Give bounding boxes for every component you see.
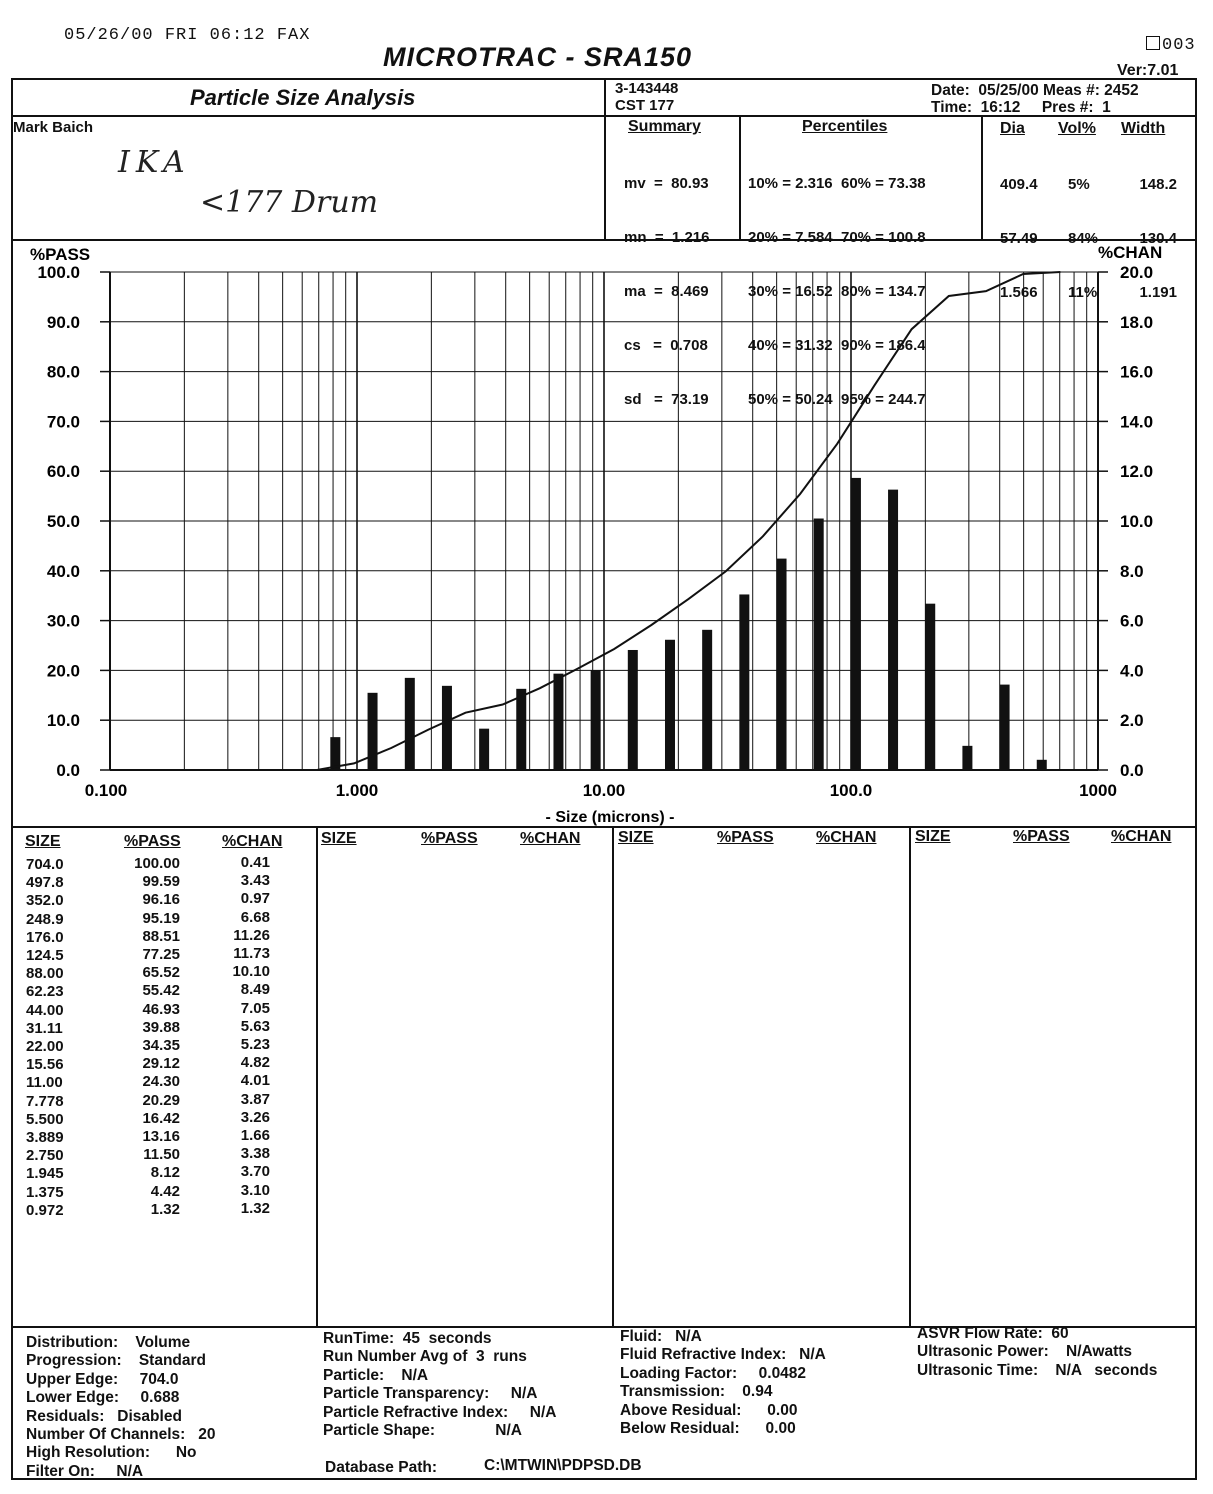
- x-axis-label: - Size (microns) -: [545, 809, 675, 826]
- x-tick-label: 1.000: [335, 781, 379, 800]
- checkbox-icon: [1146, 36, 1160, 50]
- table-cell-pass: 77.25: [142, 946, 180, 964]
- table-cell-pass: 100.00: [134, 855, 180, 872]
- table-cell-pass: 55.42: [142, 982, 180, 1000]
- peaks-header-vol: Vol%: [1058, 120, 1096, 137]
- peak-dia: 409.4: [1000, 176, 1038, 193]
- chan-bar: [330, 737, 340, 770]
- x-tick-label: 100.0: [829, 781, 873, 800]
- y-left-tick-label: 90.0: [46, 312, 80, 332]
- chan-bar: [1000, 685, 1010, 770]
- table-cell-size: 176.0: [26, 928, 64, 946]
- database-path: C:\MTWIN\PDPSD.DB: [484, 1457, 642, 1474]
- y-left-tick-label: 30.0: [46, 611, 80, 631]
- peaks-header-width: Width: [1121, 120, 1166, 137]
- peak-width: 148.2: [1139, 176, 1177, 193]
- report-title: MICROTRAC - SRA150: [383, 42, 693, 72]
- table-cell-pass: 4.42: [150, 1182, 180, 1200]
- table-cell-chan: 11.73: [233, 945, 270, 963]
- table-cell-size: 3.889: [26, 1129, 64, 1147]
- summary-row: mn = 1.216: [624, 229, 710, 246]
- y-right-tick-label: 18.0: [1120, 312, 1154, 332]
- chan-bar: [516, 689, 526, 770]
- summary-row: cs = 0.708: [624, 337, 708, 354]
- divider: [11, 115, 605, 117]
- chan-bar: [628, 650, 638, 770]
- chan-bar: [888, 490, 898, 770]
- percentile-row: 50% = 50.24 95% = 244.7: [748, 391, 926, 408]
- table-cell-size: 44.00: [26, 1001, 64, 1019]
- table-cell-size: 7.778: [26, 1092, 64, 1110]
- y-right-tick-label: 14.0: [1120, 412, 1154, 432]
- percentile-row: 40% = 31.32 90% = 186.4: [748, 337, 926, 354]
- y-left-tick-label: 100.0: [37, 263, 80, 282]
- chan-bar: [1037, 760, 1047, 770]
- peak-width: 1.191: [1139, 284, 1177, 301]
- footer-distribution-info: Distribution: Volume Progression: Standard Upper Edge: 704.0 Lower Edge: 0.688 Residuals: Disabled Number Of Channels: 20 High Resolution: No Filter On: N/A: [26, 1334, 216, 1480]
- y-left-tick-label: 80.0: [46, 362, 80, 382]
- table-header-pass-4: %PASS: [1013, 828, 1070, 845]
- chan-bar: [814, 519, 824, 770]
- table-header-size-4: SIZE: [915, 828, 951, 845]
- y-right-tick-label: 12.0: [1120, 462, 1154, 482]
- percentile-row: 10% = 2.316 60% = 73.38: [748, 175, 926, 192]
- divider: [909, 826, 911, 1326]
- handwritten-note-1: IKA: [118, 145, 191, 180]
- y-right-tick-label: 20.0: [1120, 263, 1154, 282]
- table-header-chan-2: %CHAN: [520, 830, 581, 847]
- table-cell-chan: 10.10: [232, 963, 270, 981]
- table-cell-chan: 3.43: [240, 872, 270, 890]
- table-cell-pass: 13.16: [142, 1128, 180, 1146]
- table-cell-chan: 5.63: [240, 1017, 270, 1035]
- y-left-tick-label: 60.0: [46, 462, 80, 482]
- database-path-label: Database Path:: [325, 1459, 437, 1476]
- table-cell-size: 31.11: [26, 1019, 63, 1037]
- table-cell-chan: 3.87: [240, 1090, 270, 1108]
- fax-page-number: [1146, 36, 1196, 55]
- table-cell-pass: 96.16: [142, 891, 180, 909]
- divider: [981, 116, 983, 240]
- table-cell-size: 62.23: [26, 983, 64, 1001]
- footer-ultrasonic-info: ASVR Flow Rate: 60 Ultrasonic Power: N/Awatts Ultrasonic Time: N/A seconds: [917, 1325, 1158, 1379]
- sample-id: 3-143448: [615, 80, 679, 97]
- table-header-pass-2: %PASS: [421, 830, 478, 847]
- divider: [739, 116, 741, 240]
- table-cell-pass: 95.19: [142, 909, 180, 927]
- table-header-pass-1: %PASS: [124, 833, 181, 850]
- page-number: 003: [1162, 36, 1196, 55]
- y-right-tick-label: 16.0: [1120, 362, 1154, 382]
- table-cell-size: 352.0: [26, 892, 64, 910]
- date-line: Date: 05/25/00 Meas #: 2452: [931, 82, 1139, 99]
- percentiles-header: Percentiles: [802, 118, 888, 135]
- table-cell-chan: 5.23: [240, 1036, 270, 1054]
- table-header-chan-1: %CHAN: [222, 833, 283, 850]
- table-header-size-2: SIZE: [321, 830, 357, 847]
- summary-header: Summary: [628, 118, 701, 135]
- table-cell-size: 248.9: [26, 910, 64, 928]
- chan-bar: [442, 686, 452, 770]
- table-cell-pass: 39.88: [142, 1018, 180, 1036]
- y-left-tick-label: 40.0: [46, 561, 80, 581]
- footer-fluid-info: Fluid: N/A Fluid Refractive Index: N/A Loading Factor: 0.0482 Transmission: 0.94 Above Residual: 0.00 Below Residual: 0.00: [620, 1328, 826, 1438]
- table-header-size-1: SIZE: [25, 833, 61, 850]
- y-right-tick-label: 8.0: [1120, 561, 1144, 581]
- table-cell-chan: 1.32: [240, 1199, 270, 1217]
- table-cell-chan: 1.66: [240, 1127, 270, 1145]
- table-cell-size: 124.5: [26, 947, 64, 965]
- table-cell-chan: 0.97: [240, 890, 270, 908]
- chan-bar: [405, 678, 415, 770]
- chan-bar: [739, 594, 749, 770]
- table-cell-pass: 88.51: [142, 927, 180, 945]
- y-left-tick-label: 10.0: [46, 711, 80, 731]
- chan-bar: [479, 729, 489, 770]
- table-cell-pass: 11.50: [143, 1146, 180, 1164]
- version: Ver:7.01: [1117, 62, 1179, 79]
- table-header-chan-4: %CHAN: [1111, 828, 1172, 845]
- table-cell-size: 2.750: [26, 1147, 64, 1165]
- table-cell-size: 5.500: [26, 1110, 64, 1128]
- operator-name: Mark Baich: [13, 119, 94, 136]
- time-line: Time: 16:12 Pres #: 1: [931, 99, 1111, 116]
- y-left-tick-label: 20.0: [46, 661, 80, 681]
- footer-run-info: RunTime: 45 seconds Run Number Avg of 3 runs Particle: N/A Particle Transparency: N/A Particle Refractive Index: N/A Particle Shape: N/A: [323, 1330, 557, 1440]
- table-cell-chan: 11.26: [233, 926, 270, 944]
- peak-vol: 84%: [1068, 230, 1099, 247]
- y-left-label: %PASS: [30, 245, 91, 264]
- divider: [612, 826, 614, 1326]
- table-cell-pass: 8.12: [150, 1164, 180, 1182]
- peak-vol: 5%: [1068, 176, 1090, 193]
- peak-dia: 1.566: [1000, 284, 1038, 301]
- table-cell-size: 0.972: [26, 1201, 64, 1219]
- table-cell-size: 704.0: [26, 856, 64, 873]
- table-cell-pass: 99.59: [142, 873, 180, 891]
- table-cell-chan: 3.26: [240, 1108, 270, 1126]
- chan-bar: [553, 674, 563, 770]
- table-cell-size: 88.00: [26, 965, 64, 983]
- y-left-tick-label: 70.0: [46, 412, 80, 432]
- table-cell-size: 15.56: [26, 1056, 64, 1074]
- handwritten-note-2: <177 Drum: [200, 185, 379, 220]
- peak-width: 130.4: [1139, 230, 1177, 247]
- sample-cst: CST 177: [615, 97, 675, 114]
- table-cell-pass: 20.29: [142, 1091, 180, 1109]
- chan-bar: [591, 670, 601, 770]
- table-cell-size: 497.8: [26, 874, 64, 892]
- y-right-tick-label: 0.0: [1120, 761, 1144, 780]
- table-cell-pass: 65.52: [142, 964, 180, 982]
- peaks-header-dia: Dia: [1000, 120, 1025, 137]
- table-cell-pass: 1.32: [150, 1200, 180, 1218]
- table-cell-chan: 3.38: [240, 1145, 270, 1163]
- y-left-tick-label: 50.0: [46, 512, 80, 531]
- chan-bar: [702, 630, 712, 770]
- table-cell-pass: 16.42: [142, 1109, 180, 1127]
- table-col-size: [26, 856, 64, 1220]
- summary-row: ma = 8.469: [624, 283, 709, 300]
- table-header-pass-3: %PASS: [717, 829, 774, 846]
- chan-bar: [962, 746, 972, 770]
- divider: [604, 78, 606, 240]
- chan-bar: [851, 478, 861, 770]
- peak-vol: 11%: [1068, 284, 1098, 301]
- percentile-row: 20% = 7.584 70% = 100.8: [748, 229, 926, 246]
- fax-header-line: 05/26/00 FRI 06:12 FAX: [64, 26, 311, 45]
- x-tick-label: 0.100: [84, 781, 128, 800]
- chart-grid: [100, 272, 1108, 770]
- table-cell-chan: 7.05: [240, 999, 270, 1017]
- table-cell-pass: 24.30: [142, 1073, 180, 1091]
- table-col-pass: [124, 855, 180, 1219]
- x-tick-label: 1000: [1079, 781, 1117, 800]
- table-cell-size: 22.00: [26, 1038, 64, 1056]
- table-cell-chan: 6.68: [240, 908, 270, 926]
- table-header-chan-3: %CHAN: [816, 829, 877, 846]
- table-cell-pass: 29.12: [142, 1055, 180, 1073]
- table-cell-pass: 34.35: [142, 1037, 180, 1055]
- table-cell-size: 11.00: [26, 1074, 63, 1092]
- table-cell-chan: 8.49: [240, 981, 270, 999]
- table-cell-chan: 4.82: [240, 1054, 270, 1072]
- peak-dia: 57.49: [1000, 230, 1038, 247]
- y-left-tick-label: 0.0: [56, 761, 80, 780]
- percentile-row: 30% = 16.52 80% = 134.7: [748, 283, 926, 300]
- table-cell-pass: 46.93: [142, 1000, 180, 1018]
- chan-bar: [925, 604, 935, 770]
- table-cell-chan: 3.10: [240, 1181, 270, 1199]
- y-right-tick-label: 2.0: [1120, 711, 1144, 731]
- table-cell-size: 1.945: [26, 1165, 64, 1183]
- table-cell-chan: 4.01: [240, 1072, 270, 1090]
- y-right-tick-label: 6.0: [1120, 611, 1144, 631]
- chan-bar: [368, 693, 378, 770]
- chan-bar: [665, 640, 675, 770]
- table-col-chan: [225, 854, 270, 1218]
- report-subtitle: Particle Size Analysis: [190, 85, 416, 110]
- table-cell-chan: 3.70: [240, 1163, 270, 1181]
- y-right-tick-label: 10.0: [1120, 512, 1154, 531]
- y-right-tick-label: 4.0: [1120, 661, 1144, 681]
- table-cell-chan: 0.41: [240, 854, 270, 871]
- x-tick-label: 10.00: [582, 781, 626, 800]
- chan-bar: [777, 559, 787, 770]
- table-cell-size: 1.375: [26, 1183, 64, 1201]
- summary-row: sd = 73.19: [624, 391, 709, 408]
- y-right-label: %CHAN: [1098, 243, 1163, 262]
- table-header-size-3: SIZE: [618, 829, 654, 846]
- divider: [316, 826, 318, 1326]
- summary-row: mv = 80.93: [624, 175, 709, 192]
- particle-size-chart: [0, 240, 1213, 826]
